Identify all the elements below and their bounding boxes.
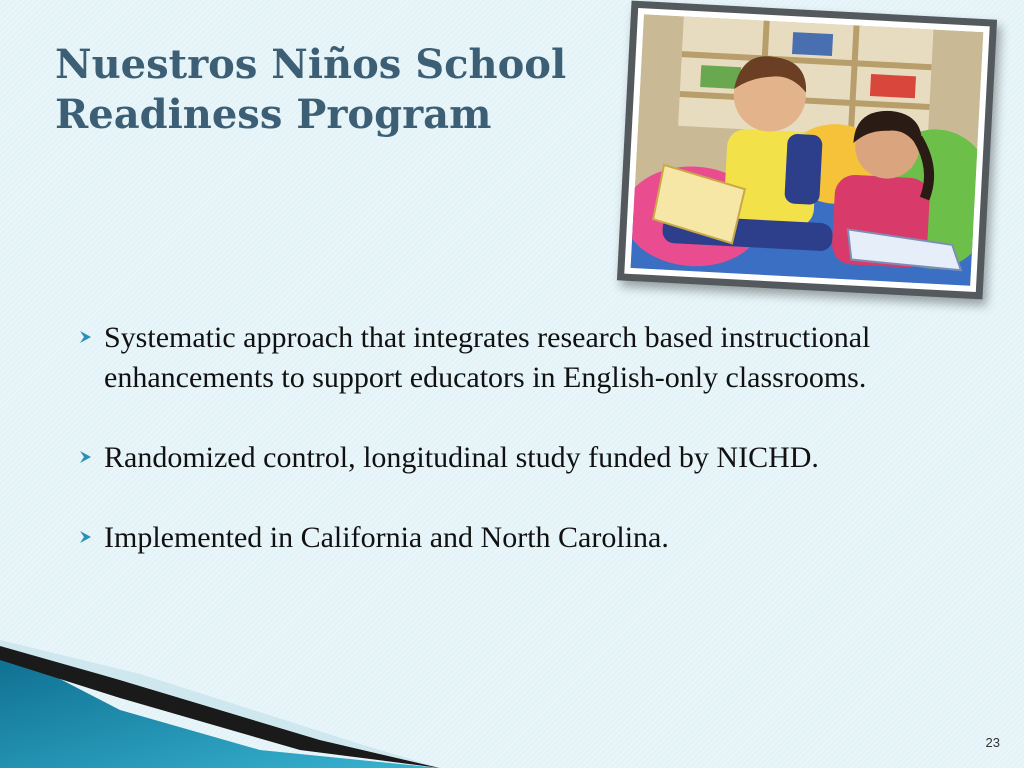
children-reading-photo xyxy=(617,1,997,300)
bullet-item-2 xyxy=(75,438,905,478)
page-number: 23 xyxy=(985,735,1000,750)
bullet-item-3 xyxy=(75,518,905,558)
title-line-1: Nuestros Niños School xyxy=(55,41,567,88)
photo-illustration xyxy=(631,14,984,285)
arrow-bullet-icon xyxy=(77,328,95,346)
title-line-2: Readiness Program xyxy=(55,91,492,138)
arrow-bullet-icon xyxy=(77,528,95,546)
bullet-list xyxy=(75,318,905,598)
bullet-text: Systematic approach that integrates research based instructional enhancements to support educators in English-only classrooms. xyxy=(104,321,871,394)
slide-title xyxy=(55,40,615,140)
photo-inner-border xyxy=(624,8,989,292)
bullet-text: Randomized control, longitudinal study funded by NICHD. xyxy=(104,441,819,474)
bullet-text: Implemented in California and North Carolina. xyxy=(104,521,669,554)
decorative-swoosh xyxy=(0,640,440,768)
bullet-item-1 xyxy=(75,318,905,398)
arrow-bullet-icon xyxy=(77,448,95,466)
